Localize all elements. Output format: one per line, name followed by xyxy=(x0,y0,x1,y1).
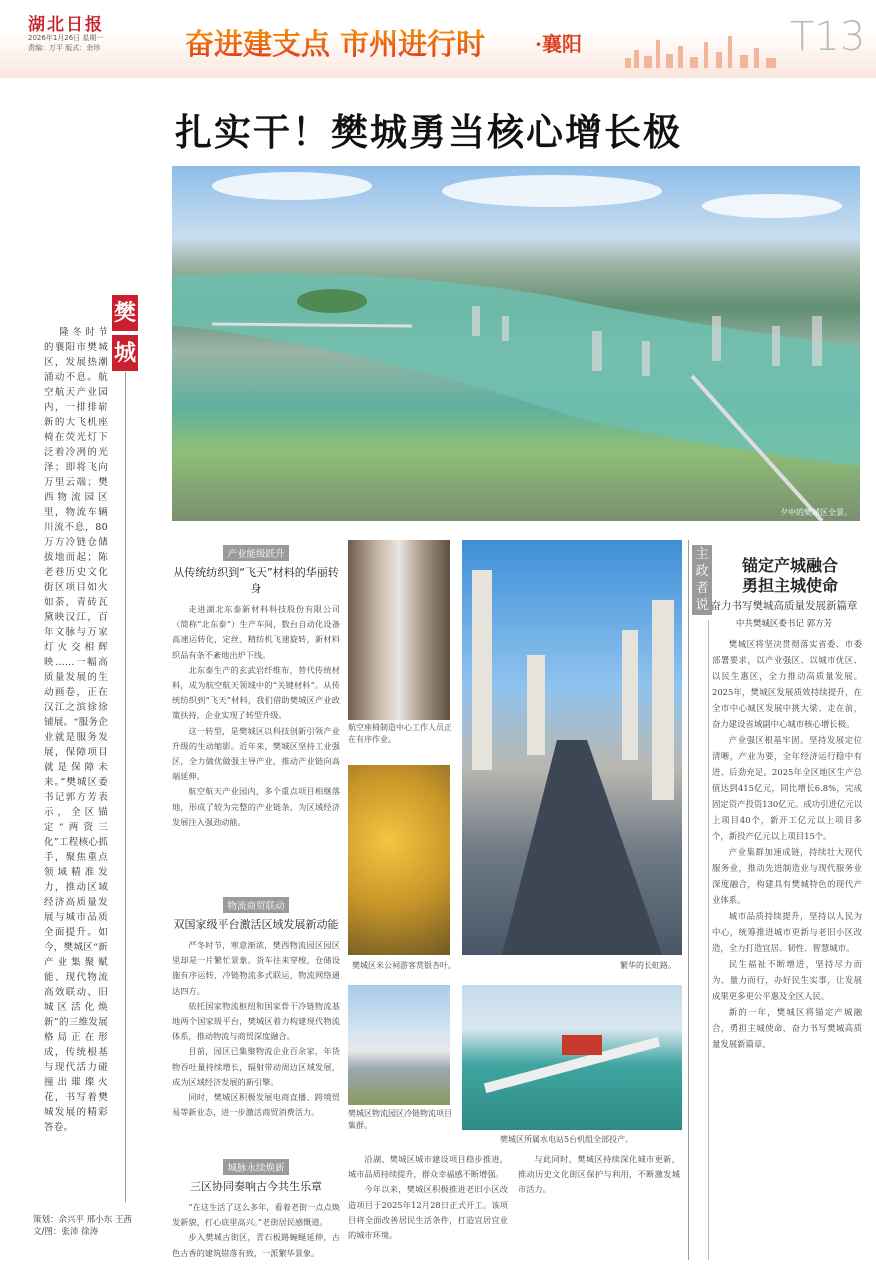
commentary-title xyxy=(715,556,865,596)
commentary-author: 中共樊城区委书记 郭方芳 xyxy=(735,619,833,629)
headline: 扎实干！樊城勇当核心增长极 xyxy=(175,111,682,154)
paragraph: 严冬时节，寒意渐浓，樊西物流园区园区里却是一片繁忙景象。货车往来穿梭，仓储设施有序运转，冷链物流多式联运，物流网络通达四方。 xyxy=(172,940,340,996)
hydropower-station-photo xyxy=(462,985,682,1130)
paragraph: 这一转型，是樊城区以科技创新引领产业升级的生动缩影。近年来，樊城区坚持工业强区，全力做优做强主导产业，推动产业链向高端延伸。 xyxy=(172,725,340,782)
paragraph: 目前，园区已集聚物流企业百余家，年货物吞吐量持续增长，辐射带动周边区域发展，成为区域经济发展的新引擎。 xyxy=(172,1046,340,1087)
paragraph: 与此同时，樊城区持续深化城市更新，推动历史文化街区保护与利用，不断激发城市活力。 xyxy=(518,1154,680,1195)
title-line: 锚定产城融合 xyxy=(741,556,838,575)
logistics-park-photo xyxy=(348,985,450,1105)
paragraph: 今年以来，樊城区积极推进老旧小区改造项目于2025年12月28日正式开工。该项目将全面改善居民生活条件，打造宜居宜业的城市环境。 xyxy=(348,1184,508,1241)
skyline-graphic xyxy=(620,30,790,68)
photo-caption: 樊城区物流园区冷链物流项目集群。 xyxy=(348,1109,452,1130)
section-tag: 产业能级跃升 xyxy=(223,545,288,561)
planning-credit: 策划：余兴平 邢小东 王茜 xyxy=(33,1215,132,1225)
paragraph: 依托国家物流枢纽和国家骨干冷链物流基地两个国家级平台，樊城区着力构建现代物流体系，推动物流与商贸深度融合。 xyxy=(172,1000,340,1042)
factory-warehouse-photo xyxy=(348,540,450,720)
paragraph: 航空航天产业园内，多个重点项目相继落地，形成了较为完整的产业链条，为区域经济发展注入强劲动能。 xyxy=(172,786,340,827)
changhong-road-photo xyxy=(462,540,682,955)
lead-paragraph: 隆冬时节的襄阳市樊城区，发展热潮涌动不息。航空航天产业园内，一排排崭新的大飞机座椅在荧光灯下泛着冷冽的光泽；即将飞向万里云端；樊西物流园区里，物流车辆川流不息，80万方冷链仓储拔地而起；陈老巷历史文化街区项目如火如荼，青砖瓦黛映汉江，百年文脉与万家灯火交相辉映……一幅高质量发展的生动画卷，正在汉江之滨徐徐铺展。“服务企业就是服务发展，保障项目就是保障未来。”樊城区委书记郭方芳表示，全区锚定“两资三化”工程核心抓手，聚焦重点领域精准发力，推动区域经济高质量发展与城市品质全面提升。如今，樊城区“新产业集聚赋能、现代物流高效联动、旧城区活化焕新”的三维发展格局正在形成，传统根基与现代活力碰撞出璀璨火花，书写着樊城发展的精彩答卷。 xyxy=(44,327,108,1133)
paragraph: 沿湖、樊城区城市建设项目稳步推进，城市品质持续提升，群众幸福感不断增强。 xyxy=(348,1154,508,1180)
page-header xyxy=(0,0,876,78)
commentary-tag: 主政者说 xyxy=(692,545,712,615)
section-title: 双国家级平台激活区域发展新动能 xyxy=(173,918,339,931)
commentary-body xyxy=(712,636,862,1260)
paragraph: 城市品质持续提升，坚持以人民为中心，统筹推进城市更新与老旧小区改造，全力打造宜居、韧性、智慧城市。 xyxy=(712,911,862,953)
paragraph: 新的一年，樊城区将锚定产城融合，勇担主城使命，奋力书写樊城高质量发展新篇章。 xyxy=(712,1007,862,1049)
article-column-1 xyxy=(172,542,340,1276)
photo-caption: 航空座椅制造中心工作人员正在有序作业。 xyxy=(348,723,452,744)
column-divider xyxy=(708,620,709,1260)
section-title: 三区协同奏响古今共生乐章 xyxy=(190,1180,322,1193)
editor-credits: 责编：万平 版式：余珍 xyxy=(28,44,101,52)
photo-caption: 樊城区所属水电站5台机组全部投产。 xyxy=(500,1135,634,1144)
section-tag-fan: 樊 xyxy=(112,295,138,331)
ginkgo-photo xyxy=(348,765,450,955)
commentary-subtitle: 奋力书写樊城高质量发展新篇章 xyxy=(710,600,858,612)
section-tag: 城脉永续焕新 xyxy=(223,1159,288,1175)
paragraph: 走进湖北东泰新材料科技股份有限公司（简称“北东泰”）生产车间，数台自动化设备高速运转化，定丝、精纺机飞速旋转，新材料织品有条不紊地出炉下线。 xyxy=(172,604,340,660)
text-photo-credit: 文/图：张沛 徐涛 xyxy=(33,1227,99,1237)
paragraph: “在这生活了这么多年，看着老街一点点焕发新貌，打心底里高兴。”老街居民感慨道。 xyxy=(172,1202,340,1228)
title-line: 勇担主城使命 xyxy=(741,576,838,595)
paragraph: 步入樊城古街区，青石板路蜿蜒延伸，古色古香的建筑错落有致，一派繁华景象。 xyxy=(172,1232,340,1258)
section-tag-cheng: 城 xyxy=(112,335,138,371)
banner-city: ·襄阳 xyxy=(535,32,582,56)
section-title: 从传统纺织到“飞天”材料的华丽转身 xyxy=(173,566,339,595)
article-column-2 xyxy=(348,1152,508,1258)
paragraph: 产业强区根基牢固。坚持发展定位清晰，产业为要，全年经济运行稳中有进、后劲充足。2025年全区地区生产总值达到415亿元，同比增长6.8%，完成固定资产投资130亿元。成功引进亿元以上项目40个，新开工亿元以上项目多个，新投产亿元以上项目15个。 xyxy=(712,735,862,841)
newspaper-logo: 湖北日报 xyxy=(28,15,104,35)
credits xyxy=(33,1214,132,1238)
issue-date: 2026年1月26日 星期一 xyxy=(28,34,104,42)
page-number: T13 xyxy=(790,14,866,60)
section-tag: 物流商贸联动 xyxy=(223,897,288,913)
paragraph: 同时，樊城区积极发展电商直播、跨境贸易等新业态，进一步激活商贸消费活力。 xyxy=(172,1092,340,1118)
photo-caption: 繁华的长虹路。 xyxy=(620,961,676,970)
column-banner: 奋进建支点 市州进行时 xyxy=(185,22,485,63)
paragraph: 北东泰生产的玄武岩纤维布，替代传统材料，成为航空航天领域中的“关键材料”。从传统纺织到“飞天”材料，我们借助樊城区产业政策扶持，企业实现了转型升级。 xyxy=(172,664,340,721)
hero-caption: 夕中的樊城区全景。 xyxy=(780,508,852,517)
paragraph: 民生福祉不断增进，坚持尽力而为、量力而行，办好民生实事，让发展成果更多更公平惠及全区人民。 xyxy=(712,959,862,1001)
column-divider xyxy=(125,372,126,1202)
article-column-3 xyxy=(518,1152,680,1258)
city-panorama-photo xyxy=(172,166,860,521)
paragraph: 产业集群加速成链，持续壮大现代服务业，推动先进制造业与现代服务业深度融合，构建具有樊城特色的现代产业体系。 xyxy=(712,847,862,905)
photo-caption: 樊城区米公祠游客赏银杏叶。 xyxy=(352,961,456,970)
column-divider xyxy=(688,540,689,1260)
paragraph: 樊城区将坚决贯彻落实省委、市委部署要求，以产业强区、以城市优区、以民生惠区，全力推动高质量发展。2025年，樊城区发展质效持续提升，在全市中心城区发展中挑大梁、走在前，奋力建设省域副中心城市核心增长极。 xyxy=(712,639,862,729)
